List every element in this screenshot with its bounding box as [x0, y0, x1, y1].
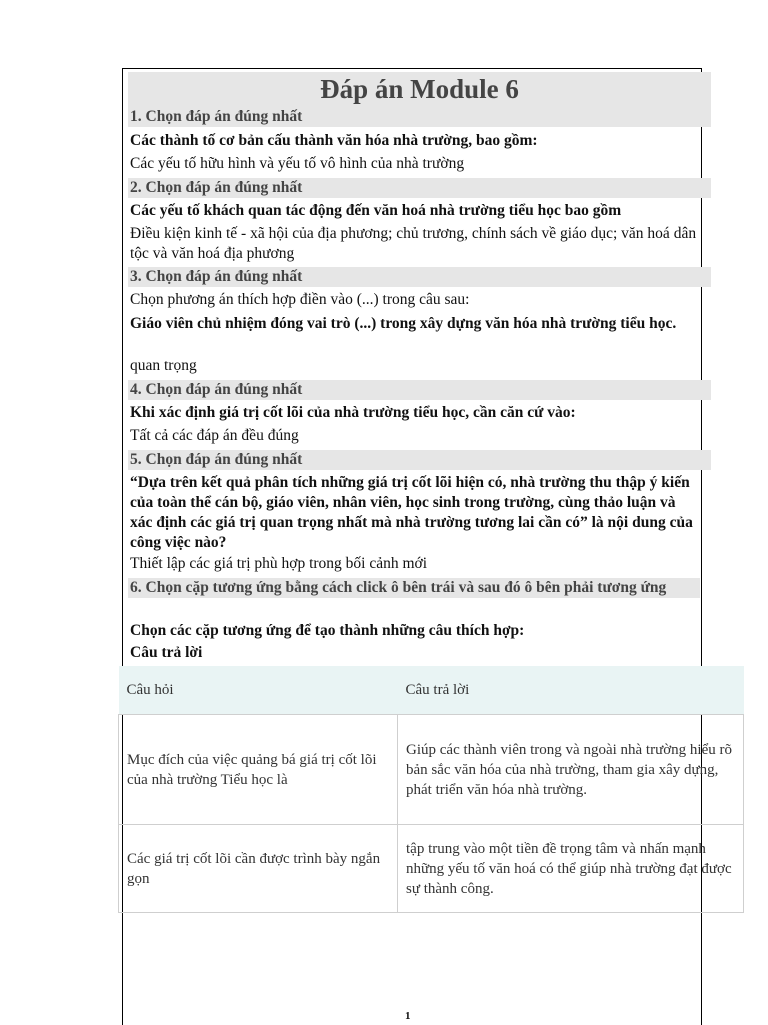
q4-heading: 4. Chọn đáp án đúng nhất [128, 380, 711, 400]
q3-intro: Chọn phương án thích hợp điền vào (...) trong câu sau: [130, 291, 470, 308]
q6-answer-label: Câu trả lời [130, 644, 203, 661]
q3-answer: quan trọng [130, 357, 197, 374]
q6-question: Chọn các cặp tương ứng để tạo thành những câu thích hợp: [130, 622, 525, 639]
q5-question: “Dựa trên kết quả phân tích những giá trị cốt lõi hiện có, nhà trường thu thập ý kiến của toàn thể cán bộ, giáo viên, nhân viên, học sinh trong trường, cùng thảo luận và xác định các giá trị quan trọng nhất mà nhà trường tương lai cần có” là nội dung của công việc nào? [130, 474, 693, 551]
table-header-question: Câu hỏi [119, 666, 398, 715]
q2-question: Các yếu tố khách quan tác động đến văn hoá nhà trường tiểu học bao gồm [130, 202, 622, 219]
q4-answer: Tất cả các đáp án đều đúng [130, 427, 299, 444]
q4-question: Khi xác định giá trị cốt lõi của nhà trường tiểu học, cần căn cứ vào: [130, 404, 576, 421]
table-header-answer: Câu trả lời [398, 666, 744, 715]
q3-question: Giáo viên chủ nhiệm đóng vai trò (...) trong xây dựng văn hóa nhà trường tiểu học. [130, 315, 677, 332]
q2-heading: 2. Chọn đáp án đúng nhất [128, 178, 711, 198]
q5-heading: 5. Chọn đáp án đúng nhất [128, 450, 711, 470]
table-row [119, 715, 744, 825]
q3-heading: 3. Chọn đáp án đúng nhất [128, 267, 711, 287]
table-cell-answer: tập trung vào một tiền đề trọng tâm và nhấn mạnh những yếu tố văn hoá có thể giúp nhà trường đạt được sự thành công. [398, 825, 744, 913]
q2-answer: Điều kiện kinh tế - xã hội của địa phương; chủ trương, chính sách về giáo dục; văn hoá dân tộc và văn hoá địa phương [130, 225, 697, 262]
table-header-row [119, 666, 744, 715]
q5-answer: Thiết lập các giá trị phù hợp trong bối cảnh mới [130, 555, 428, 572]
q1-answer: Các yếu tố hữu hình và yếu tố vô hình của nhà trường [130, 155, 465, 172]
table-cell-answer: Giúp các thành viên trong và ngoài nhà trường hiểu rõ bản sắc văn hóa của nhà trường, tham gia xây dựng, phát triển văn hóa nhà trường. [398, 715, 744, 825]
q1-question: Các thành tố cơ bản cấu thành văn hóa nhà trường, bao gồm: [130, 132, 538, 149]
matching-table [118, 666, 744, 913]
q6-heading: 6. Chọn cặp tương ứng bằng cách click ô bên trái và sau đó ô bên phải tương ứng [128, 578, 700, 598]
table-cell-question: Các giá trị cốt lõi cần được trình bày ngắn gọn [119, 825, 398, 913]
table-row [119, 825, 744, 913]
q1-heading: 1. Chọn đáp án đúng nhất [128, 107, 711, 127]
table-cell-question: Mục đích của việc quảng bá giá trị cốt lõi của nhà trường Tiểu học là [119, 715, 398, 825]
document-title: Đáp án Module 6 [128, 72, 711, 108]
page-number: 1 [405, 1010, 411, 1022]
